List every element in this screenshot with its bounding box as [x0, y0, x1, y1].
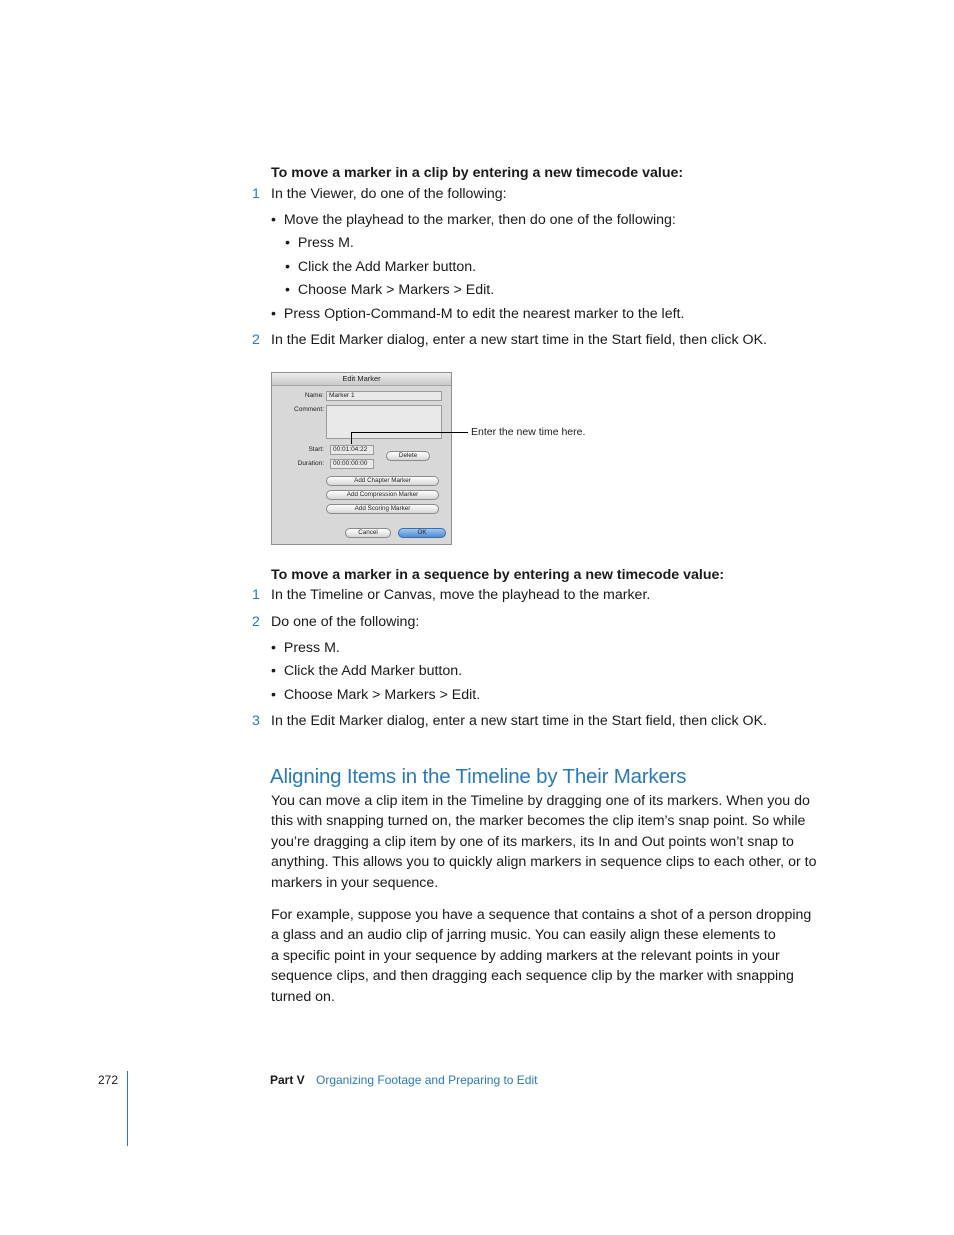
sub-bullet-item: • Choose Mark > Markers > Edit.: [285, 282, 495, 298]
bullet-text: Press M.: [283, 640, 340, 656]
section-title: Aligning Items in the Timeline by Their Markers: [270, 765, 687, 788]
start-label: Start:: [308, 446, 324, 453]
step-text: In the Timeline or Canvas, move the playhead to the marker.: [271, 587, 651, 603]
bullet-item: • Press M.: [271, 640, 340, 656]
footer-chapter-link[interactable]: Organizing Footage and Preparing to Edit: [316, 1073, 538, 1087]
step-number: 2: [252, 614, 260, 630]
name-field[interactable]: Marker 1: [326, 391, 442, 401]
duration-field[interactable]: 00:00:00:00: [330, 459, 374, 469]
paragraph-line: markers in your sequence.: [271, 874, 439, 891]
delete-button[interactable]: Delete: [386, 451, 430, 461]
cancel-button[interactable]: Cancel: [345, 528, 391, 538]
paragraph-line: a glass and an audio clip of jarring music. You can easily align these elements to: [271, 927, 776, 944]
bullet-item: • Click the Add Marker button.: [271, 663, 463, 679]
callout-line-vertical: [351, 432, 352, 444]
comment-field[interactable]: [326, 405, 442, 439]
start-field[interactable]: 00:01:04:22: [330, 445, 374, 455]
bullet-item: • Press Option-Command-M to edit the nearest marker to the left.: [271, 306, 685, 322]
step-number: 3: [252, 713, 260, 729]
sub-bullet-text: Click the Add Marker button.: [297, 259, 477, 275]
name-label: Name:: [304, 392, 324, 399]
add-scoring-marker-button[interactable]: Add Scoring Marker: [326, 504, 439, 514]
paragraph-line: sequence clips, and then dragging each sequence clip by the marker with snapping: [271, 968, 794, 985]
sub-bullet-text: Press M.: [297, 235, 354, 251]
sub-bullet-item: • Press M.: [285, 235, 354, 251]
sub-bullet-text: Choose Mark > Markers > Edit.: [297, 282, 495, 298]
callout-text: Enter the new time here.: [471, 426, 586, 438]
procedure-heading-sequence: To move a marker in a sequence by entering a new timecode value:: [271, 567, 725, 583]
bullet-text: Move the playhead to the marker, then do one of the following:: [283, 212, 676, 228]
callout-line-horizontal: [351, 432, 468, 433]
sub-bullet-item: • Click the Add Marker button.: [285, 259, 477, 275]
body-paragraph: [271, 791, 831, 893]
dialog-title: Edit Marker: [272, 373, 451, 386]
add-compression-marker-button[interactable]: Add Compression Marker: [326, 490, 439, 500]
ok-button[interactable]: OK: [398, 528, 446, 538]
paragraph-line: turned on.: [271, 988, 335, 1005]
edit-marker-dialog: [271, 372, 452, 545]
paragraph-line: You can move a clip item in the Timeline by dragging one of its markers. When you do: [271, 793, 810, 809]
step-text: Do one of the following:: [271, 614, 420, 630]
paragraph-line: this with snapping turned on, the marker becomes the clip item’s snap point. So while: [271, 813, 806, 830]
duration-label: Duration:: [297, 460, 324, 467]
bullet-text: Choose Mark > Markers > Edit.: [283, 687, 481, 703]
bullet-text: Click the Add Marker button.: [283, 663, 463, 679]
bullet-text: Press Option-Command-M to edit the nearest marker to the left.: [283, 306, 685, 322]
paragraph-line: you’re dragging a clip item by one of its markers, its In and Out points won’t snap to: [271, 833, 794, 850]
paragraph-line: anything. This allows you to quickly align markers in sequence clips to each other, or to: [271, 854, 817, 871]
step-text: In the Viewer, do one of the following:: [271, 186, 507, 202]
procedure-heading-clip: To move a marker in a clip by entering a new timecode value:: [271, 165, 684, 181]
footer-rule: [127, 1071, 128, 1146]
paragraph-line: a specific point in your sequence by adding markers at the relevant points in your: [271, 947, 780, 964]
paragraph-line: For example, suppose you have a sequence that contains a shot of a person dropping: [271, 907, 812, 923]
step-text: In the Edit Marker dialog, enter a new start time in the Start field, then click OK.: [271, 713, 768, 729]
page-number: 272: [98, 1073, 119, 1087]
step-number: 2: [252, 332, 260, 348]
body-paragraph: [271, 905, 831, 1007]
step-text: In the Edit Marker dialog, enter a new start time in the Start field, then click OK.: [271, 332, 768, 348]
step-number: 1: [252, 587, 260, 603]
bullet-item: • Move the playhead to the marker, then do one of the following:: [271, 212, 676, 228]
bullet-item: • Choose Mark > Markers > Edit.: [271, 687, 481, 703]
comment-label: Comment:: [294, 406, 324, 413]
step-number: 1: [252, 186, 260, 202]
add-chapter-marker-button[interactable]: Add Chapter Marker: [326, 476, 439, 486]
footer-part: Part V: [270, 1073, 305, 1087]
